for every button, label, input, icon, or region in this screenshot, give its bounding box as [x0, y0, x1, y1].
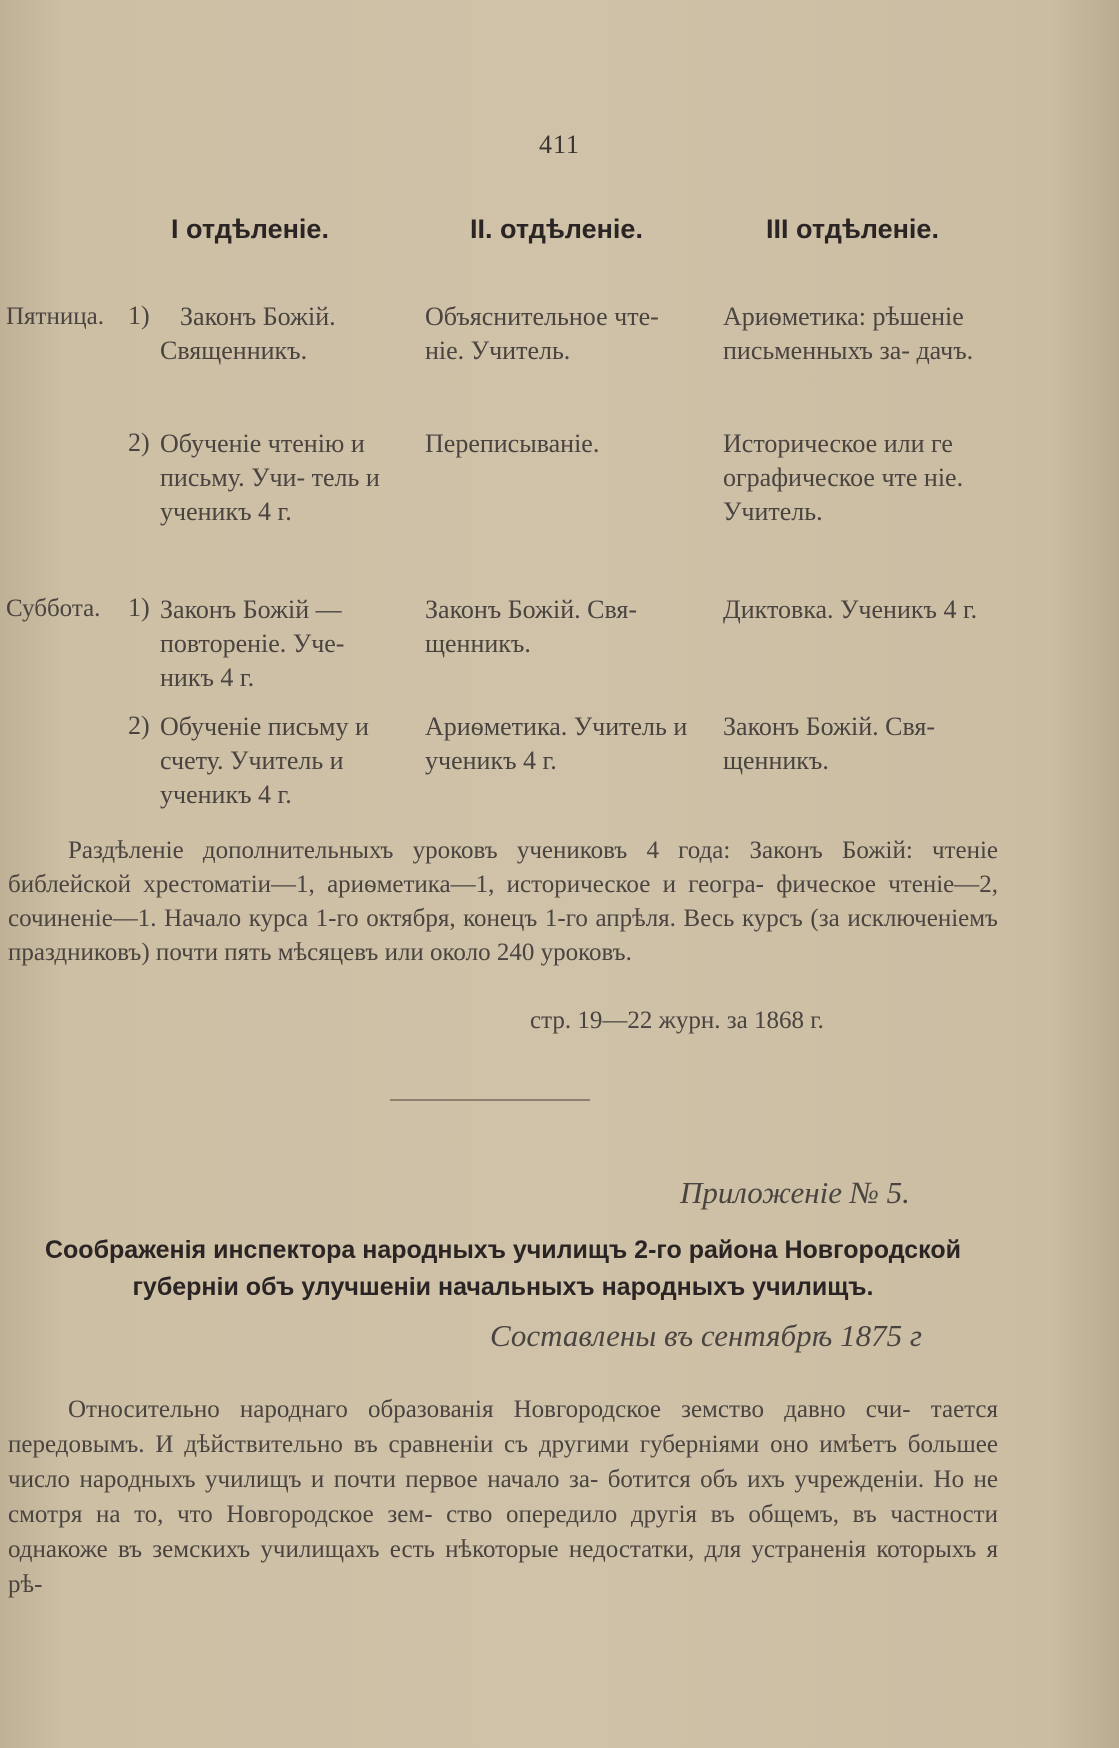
- section-title: Соображенія инспектора народныхъ училищъ 2-го района Новгородской губерніи объ улучшеніи начальныхъ народныхъ училищъ.: [44, 1236, 961, 1301]
- source-citation: стр. 19—22 журн. за 1868 г.: [530, 1007, 824, 1034]
- appendix-label: Приложеніе № 5.: [680, 1175, 910, 1210]
- page-number: 411: [538, 130, 581, 159]
- lesson-number: 1): [128, 593, 150, 622]
- paragraph-text: Относительно народнаго образованія Новгородское земство давно счи- тается передовымъ. И дѣйствительно въ сравненіи съ другими губерніями оно имѣетъ большее число народныхъ училищъ и почти первое начало за- ботится объ ихъ учрежденіи. Но не смотря на то, что Новгородское зем- ство опередило другія въ общемъ, въ частности однакоже въ земскихъ училищахъ есть нѣкоторые недостатки, для устраненія которыхъ я рѣ-: [8, 1396, 998, 1598]
- cell-dept2: Законъ Божій. Свя- щенникъ.: [425, 595, 638, 658]
- cell-dept3: Законъ Божій. Свя- щенникъ.: [723, 712, 936, 775]
- cell-dept1: Законъ Божій. Священникъ.: [160, 302, 336, 365]
- lesson-number: 1): [128, 301, 150, 330]
- cell-dept2: Объяснительное чте- ніе. Учитель.: [425, 302, 659, 365]
- day-label: Суббота.: [6, 595, 101, 622]
- lesson-number: 2): [128, 711, 150, 740]
- paragraph-text: Раздѣленіе дополнительныхъ уроковъ учениковъ 4 года: Законъ Божій: чтеніе библейской хрестоматіи—1, ариѳметика—1, историческое и геогра- фическое чтеніе—2, сочиненіе—1. Начало курса 1-го октября, конецъ 1-го апрѣля. Весь курсъ (за исключеніемъ праздниковъ) почти пять мѣсяцевъ или около 240 уроковъ.: [8, 837, 998, 966]
- section-divider: [390, 1099, 590, 1101]
- cell-dept3: Ариѳметика: рѣшеніе письменныхъ за- дачъ.: [723, 302, 974, 365]
- header-dept-3: III отдѣленіе.: [766, 214, 939, 244]
- body-paragraph: [8, 1392, 998, 1602]
- cell-dept1: Обученіе чтенію и письму. Учи- тель и ученикъ 4 г.: [160, 429, 380, 526]
- compiled-date: Составлены въ сентябрѣ 1875 г: [490, 1318, 922, 1353]
- day-label: Пятница.: [6, 303, 104, 330]
- cell-dept3: Диктовка. Ученикъ 4 г.: [723, 595, 978, 624]
- cell-dept3: Историческое или ге ографическое чте ніе. Учитель.: [723, 429, 964, 526]
- cell-dept2: Переписываніе.: [425, 429, 600, 458]
- header-dept-2: II. отдѣленіе.: [470, 214, 643, 244]
- cell-dept1: Законъ Божій — повтореніе. Уче- никъ 4 г.: [160, 595, 345, 692]
- header-dept-1: I отдѣленіе.: [171, 214, 329, 244]
- lesson-distribution-paragraph: [8, 834, 998, 970]
- cell-dept2: Ариѳметика. Учитель и ученикъ 4 г.: [425, 712, 688, 775]
- lesson-number: 2): [128, 428, 150, 457]
- cell-dept1: Обученіе письму и счету. Учитель и ученикъ 4 г.: [160, 712, 369, 809]
